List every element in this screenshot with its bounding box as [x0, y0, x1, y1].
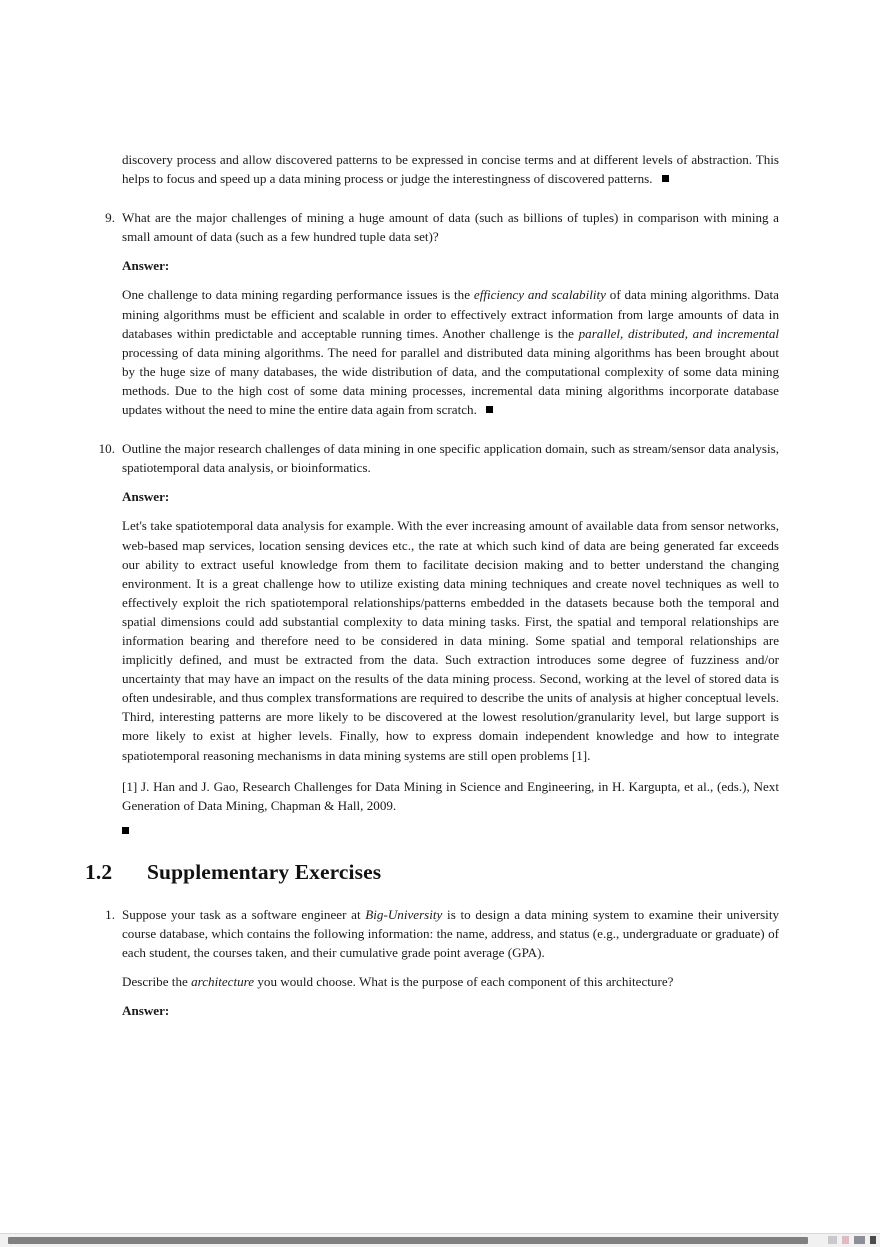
exercise-stem-9: What are the major challenges of mining a huge amount of data (such as billions of tuples) in comparison with mining a small amount of data (such as a few hundred tuple data set)? — [122, 210, 779, 245]
answer-9-italic1: efficiency and scalability — [473, 287, 606, 303]
answer-9-part2: of data mining algorithms. Data mining algorithms must be efficient and scalable in order to effectively extract information from large amounts of data in databases within predictable and acceptable running times. Another challenge is the — [122, 287, 779, 341]
supp-1-italic: Big-University — [365, 906, 443, 922]
taskbar-icon-1[interactable] — [828, 1236, 837, 1244]
supplementary-exercise-number-1: 1. — [105, 906, 115, 922]
supplementary-exercise-stem-1 — [122, 905, 779, 962]
continued-paragraph-text: discovery process and allow discovered patterns to be expressed in concise terms and at different levels of abstraction. This helps to focus and speed up a data mining process or judge the interestingness of discovered patterns. — [122, 152, 779, 187]
exercise-number-10: 10. — [98, 441, 115, 457]
continued-paragraph — [122, 150, 779, 188]
exercise-number-9: 9. — [105, 210, 115, 226]
section-title: Supplementary Exercises — [147, 859, 382, 884]
taskbar-icon-4[interactable] — [870, 1236, 876, 1244]
page-content — [85, 150, 779, 1020]
supp-1-part2: is to design a data mining system to examine their university course database, which contains the following information: the name, address, and status (e.g., undergraduate or graduate) of each student, the courses taken, and their cumulative grade point average (GPA). — [122, 906, 780, 960]
taskbar-icon-2[interactable] — [842, 1236, 849, 1244]
horizontal-scrollbar[interactable] — [0, 1233, 880, 1247]
scrollbar-thumb[interactable] — [8, 1237, 808, 1244]
answer-label-9: Answer: — [122, 258, 170, 274]
supplementary-exercise-followup-1 — [122, 972, 779, 991]
qed-square-icon — [662, 175, 669, 182]
supp-1-followup-part1: Describe the — [122, 974, 192, 990]
answer-9-part3: processing of data mining algorithms. The need for parallel and distributed data mining algorithms has been brought about by the huge size of many databases, the wide distribution of data, and the computational complexity of some data mining methods. Due to the high cost of some data mining processes, incremental data mining algorithms incorporate database updates without the need to mine the entire data again from scratch. — [122, 344, 779, 418]
qed-square-icon — [486, 406, 493, 413]
answer-label-supplementary-1: Answer: — [122, 1003, 170, 1019]
supp-1-followup-part2: you would choose. What is the purpose of each component of this architecture? — [254, 974, 674, 990]
section-number: 1.2 — [85, 859, 113, 884]
exercise-answer-9 — [122, 285, 779, 419]
taskbar-icons — [828, 1236, 876, 1244]
answer-label-10: Answer: — [122, 489, 170, 505]
supp-1-followup-italic: architecture — [191, 974, 255, 990]
exercise-answer-10: Let's take spatiotemporal data analysis for example. With the ever increasing amount of available data from sensor networks, web-based map services, location sensing devices etc., the rate at which such kind of data are being generated far exceeds our ability to extract useful knowledge from them to facilitate decision making and to better understand the changing environment. It is a great challenge how to utilize existing data mining techniques and create novel techniques as well to effectively exploit the rich spatiotemporal relationships/patterns embedded in the datasets because both the temporal and spatial dimensions could add substantial complexity to data mining tasks. First, the spatial and temporal relationships are information bearing and therefore need to be considered in data mining. Some spatial and temporal relationships are implicitly defined, and must be extracted from the data. Such extraction introduces some degree of fuzziness and/or uncertainty that may have an impact on the results of the data mining process. Second, working at the level of stored data is often undesirable, and thus complex transformations are required to describe the units of analysis at higher conceptual levels. Third, interesting patterns are more likely to be discovered at the lowest resolution/granularity level, but large support is more likely to exist at higher levels. Finally, how to express domain independent knowledge and how to integrate spatiotemporal reasoning mechanisms in data mining systems are still open problems [1]. — [122, 518, 779, 763]
taskbar-icon-3[interactable] — [854, 1236, 865, 1244]
exercise-item-9 — [105, 208, 780, 419]
section-heading — [85, 860, 779, 885]
supp-1-part1: Suppose your task as a software engineer at — [122, 906, 366, 922]
exercise-stem-10: Outline the major research challenges of data mining in one specific application domain, such as stream/sensor data analysis, spatiotemporal data analysis, or bioinformatics. — [122, 441, 779, 476]
answer-9-part1: One challenge to data mining regarding performance issues is the — [122, 287, 474, 303]
exercise-item-10 — [98, 439, 779, 815]
reference-citation-10: [1] J. Han and J. Gao, Research Challenges for Data Mining in Science and Engineering, in H. Kargupta, et al., (eds.), Next Generation of Data Mining, Chapman & Hall, 2009. — [122, 778, 779, 813]
supplementary-exercise-item-1 — [105, 905, 780, 1020]
answer-9-italic2: parallel, distributed, and incremental — [578, 325, 780, 341]
qed-square-icon — [122, 827, 129, 834]
